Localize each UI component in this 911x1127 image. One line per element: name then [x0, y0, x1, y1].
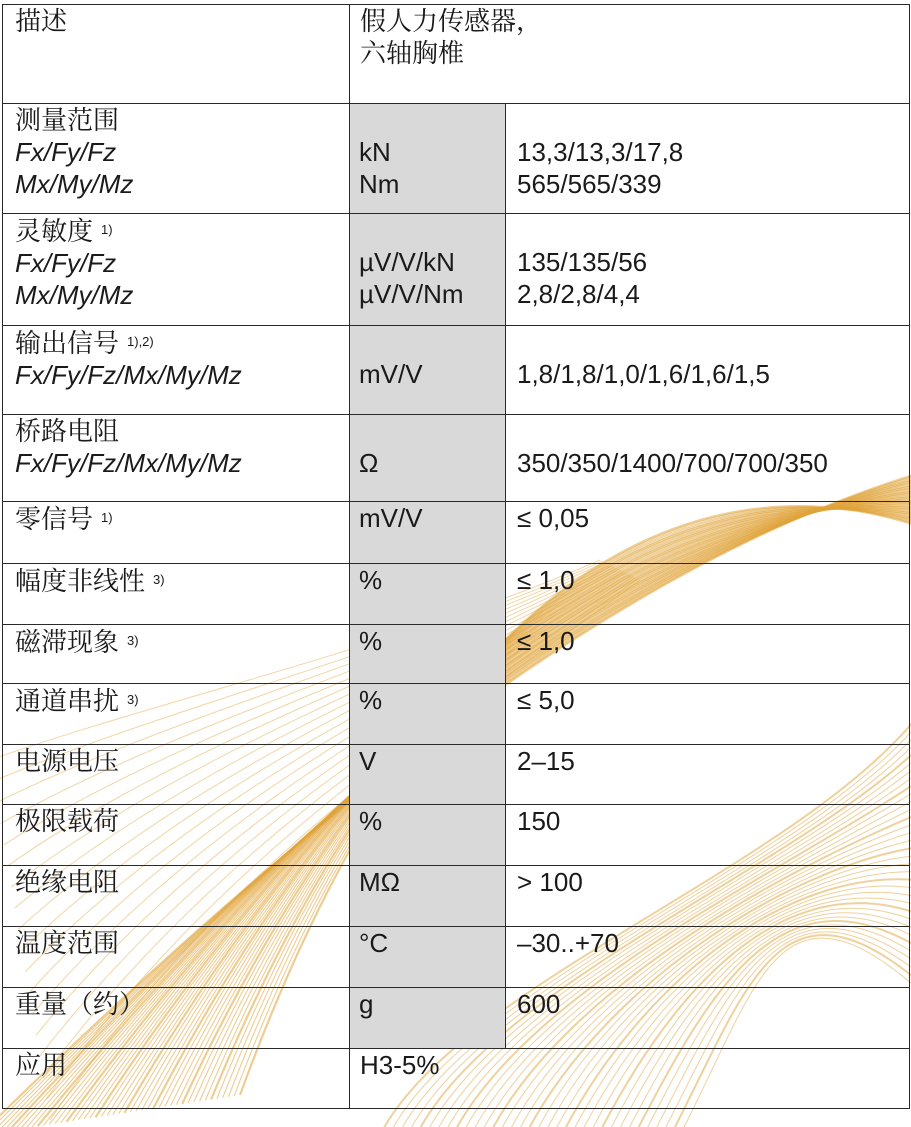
row-value-cell	[506, 684, 910, 745]
row-unit-cell	[350, 927, 506, 988]
row-value-cell	[506, 745, 910, 805]
row-unit-cell	[350, 805, 506, 866]
row-value: ≤ 1,0	[517, 565, 575, 595]
row-sub-label: Fx/Fy/Fz	[15, 137, 117, 167]
row-unit: %	[359, 565, 383, 595]
row-label: 输出信号	[15, 328, 120, 358]
row-label-cell	[3, 927, 350, 988]
row-label-cell	[3, 415, 350, 502]
row-unit-cell	[350, 684, 506, 745]
row-value-cell	[506, 564, 910, 625]
row-unit: µV/V/Nm	[359, 279, 464, 309]
row-unit-cell	[350, 745, 506, 805]
row-value: ≤ 5,0	[517, 685, 575, 715]
row-label: 电源电压	[15, 746, 120, 776]
row-value: ≤ 0,05	[517, 503, 590, 533]
row-unit: %	[359, 685, 383, 715]
row-sub-label: Mx/My/Mz	[15, 280, 134, 310]
row-label-cell	[3, 502, 350, 564]
row-label: 重量（约）	[15, 989, 146, 1019]
table-row	[3, 415, 910, 502]
table-row	[3, 805, 910, 866]
row-value-cell	[506, 415, 910, 502]
row-unit-cell	[350, 564, 506, 625]
row-label-cell	[3, 326, 350, 415]
row-label-cell	[3, 1049, 350, 1109]
header-value-line-1: 假人力传感器，	[360, 6, 543, 36]
header-label: 描述	[15, 6, 68, 36]
row-unit: %	[359, 626, 383, 656]
row-value-cell	[506, 104, 910, 214]
footnote-mark: 1)	[101, 222, 113, 237]
row-unit: kN	[359, 137, 391, 167]
row-unit-cell	[350, 625, 506, 684]
footnote-mark: 3)	[127, 692, 139, 707]
row-unit-cell	[350, 502, 506, 564]
row-label: 测量范围	[15, 105, 120, 135]
row-label-cell	[3, 684, 350, 745]
row-value-cell	[506, 502, 910, 564]
row-value: 13,3/13,3/17,8	[517, 137, 684, 167]
row-sub-label: Fx/Fy/Fz/Mx/My/Mz	[15, 360, 242, 390]
header-label-cell	[3, 5, 350, 104]
row-unit-cell	[350, 988, 506, 1049]
application-label: 应用	[15, 1050, 68, 1080]
row-value: > 100	[517, 867, 583, 897]
row-label: 绝缘电阻	[15, 867, 120, 897]
row-label-cell	[3, 625, 350, 684]
row-unit: MΩ	[359, 867, 401, 897]
row-label-cell	[3, 214, 350, 326]
table-row-application	[3, 1049, 910, 1109]
row-label-cell	[3, 745, 350, 805]
row-sub-label: Fx/Fy/Fz	[15, 248, 117, 278]
row-label: 桥路电阻	[15, 416, 120, 446]
table-row	[3, 326, 910, 415]
table-row	[3, 988, 910, 1049]
row-value: 150	[517, 806, 561, 836]
row-label-cell	[3, 805, 350, 866]
footnote-mark: 1),2)	[127, 334, 154, 349]
row-label: 零信号	[15, 504, 94, 534]
row-label-cell	[3, 104, 350, 214]
header-value-line-2: 六轴胸椎	[360, 38, 465, 68]
row-unit: mV/V	[359, 503, 423, 533]
row-unit-cell	[350, 326, 506, 415]
table-row	[3, 745, 910, 805]
row-label-cell	[3, 866, 350, 927]
row-unit-cell	[350, 415, 506, 502]
application-value-cell	[350, 1049, 910, 1109]
table-row	[3, 625, 910, 684]
row-label: 温度范围	[15, 928, 120, 958]
row-unit-cell	[350, 866, 506, 927]
table-row	[3, 214, 910, 326]
table-row	[3, 502, 910, 564]
row-value-cell	[506, 805, 910, 866]
row-value-cell	[506, 988, 910, 1049]
row-value: 1,8/1,8/1,0/1,6/1,6/1,5	[517, 359, 770, 389]
footnote-mark: 3)	[153, 572, 165, 587]
table-row	[3, 684, 910, 745]
row-value: ≤ 1,0	[517, 626, 575, 656]
row-value: 350/350/1400/700/700/350	[517, 448, 828, 478]
row-value-cell	[506, 927, 910, 988]
row-label: 通道串扰	[15, 686, 120, 716]
table-row	[3, 866, 910, 927]
sensor-spec-table	[2, 4, 910, 1109]
row-unit: Ω	[359, 448, 379, 478]
row-unit: %	[359, 806, 383, 836]
row-unit: Nm	[359, 169, 400, 199]
header-value-cell	[350, 5, 910, 104]
row-value: 2–15	[517, 746, 575, 776]
row-value-cell	[506, 214, 910, 326]
row-unit: V	[359, 746, 377, 776]
row-unit-cell	[350, 214, 506, 326]
row-label: 磁滞现象	[15, 627, 120, 657]
row-unit-cell	[350, 104, 506, 214]
row-label-cell	[3, 564, 350, 625]
row-unit: µV/V/kN	[359, 247, 455, 277]
application-value: H3-5%	[360, 1050, 440, 1080]
row-value: –30..+70	[517, 928, 619, 958]
row-value: 565/565/339	[517, 169, 662, 199]
row-label: 极限载荷	[15, 806, 120, 836]
table-header-row	[3, 5, 910, 104]
row-label: 幅度非线性	[15, 566, 146, 596]
row-value-cell	[506, 625, 910, 684]
footnote-mark: 3)	[127, 633, 139, 648]
row-sub-label: Fx/Fy/Fz/Mx/My/Mz	[15, 448, 242, 478]
row-value-cell	[506, 326, 910, 415]
row-value: 135/135/56	[517, 247, 648, 277]
footnote-mark: 1)	[101, 510, 113, 525]
row-unit: °C	[359, 928, 389, 958]
row-unit: g	[359, 989, 374, 1019]
row-label: 灵敏度	[15, 216, 94, 246]
table-row	[3, 104, 910, 214]
row-value-cell	[506, 866, 910, 927]
row-value: 2,8/2,8/4,4	[517, 279, 640, 309]
table-row	[3, 564, 910, 625]
row-label-cell	[3, 988, 350, 1049]
row-unit: mV/V	[359, 359, 423, 389]
table-row	[3, 927, 910, 988]
row-sub-label: Mx/My/Mz	[15, 169, 134, 199]
row-value: 600	[517, 989, 561, 1019]
